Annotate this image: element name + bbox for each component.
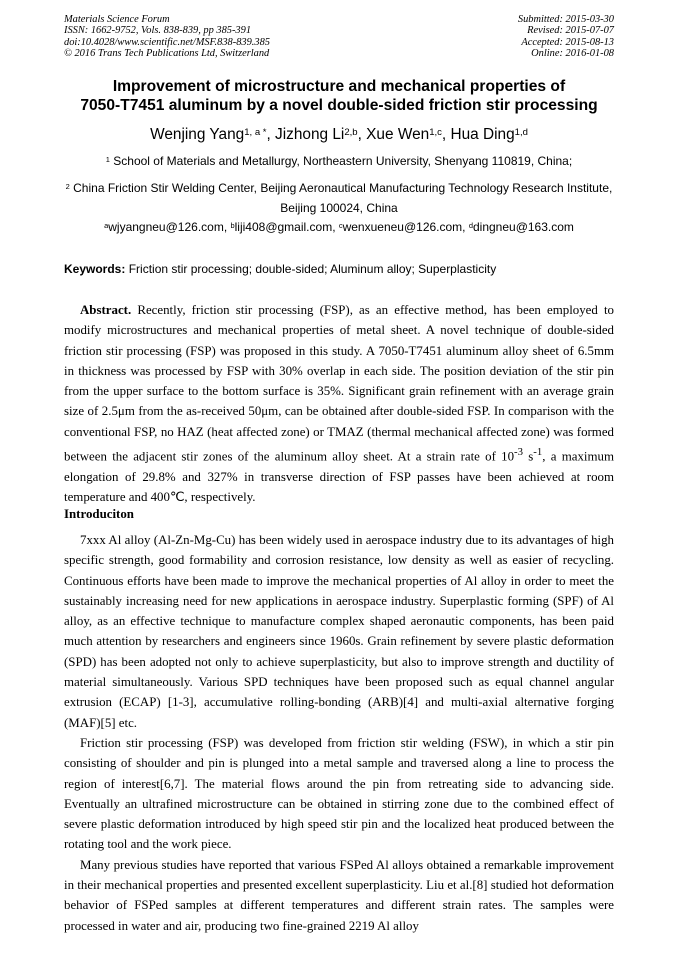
affiliation-text: China Friction Stir Welding Center, Beijing Aeronautical Manufacturing Technology Research Institute, Beijing 100024, China <box>73 181 613 215</box>
journal-info <box>64 14 270 60</box>
author-marker: 1,c <box>429 126 442 138</box>
abstract-text: s <box>523 449 534 464</box>
introduction-body <box>64 530 614 936</box>
affiliation-1 <box>60 151 618 171</box>
author-marker: 1,d <box>514 126 528 138</box>
title-line-1: Improvement of microstructure and mechanical properties of <box>112 78 566 95</box>
keywords-label: Keywords: <box>64 262 126 276</box>
email-marker: c <box>338 220 343 230</box>
author-name: Xue Wen <box>366 126 430 143</box>
email-marker: b <box>230 220 235 230</box>
publication-dates <box>518 14 614 60</box>
keywords <box>64 261 614 277</box>
accepted-date: Accepted: 2015-08-13 <box>521 36 614 48</box>
email-marker: a <box>104 220 109 230</box>
keywords-text: Friction stir processing; double-sided; Aluminum alloy; Superplasticity <box>128 262 497 276</box>
affiliation-marker: 2 <box>65 181 70 191</box>
affiliation-text: School of Materials and Metallurgy, Northeastern University, Shenyang 110819, China; <box>113 154 573 168</box>
author-name: Hua Ding <box>450 126 515 143</box>
author-marker: 2,b <box>344 126 358 138</box>
paragraph: Friction stir processing (FSP) was developed from friction stir welding (FSW), in which a stir pin consisting of shoulder and pin is plunged into a metal sample and traversed along a line to process the region of interest[6,7]. The material flows around the pin from retreating side to advancing side. Eventually an ultrafined microstructure can be obtained in stirring zone due to the combined effect of severe plastic deformation introduced by high speed stir pin and the localized heat produced between the rotating tool and the work piece. <box>64 735 614 852</box>
abstract-exponent: -3 <box>514 446 524 459</box>
abstract-text: Recently, friction stir processing (FSP), as an effective method, has been employed to modify microstructures and mechanical properties of metal sheet. A novel technique of double-sided friction stir processing (FSP) was proposed in this study. A 7050-T7451 aluminum alloy sheet of 6.5mm in thickness was processed by FSP with 30% overlap in each side. The position deviation of the stir pin from the upper surface to the bottom surface is 35%. Significant grain refinement with an average grain size of 2.5μm from the as-received 50μm, can be obtained after double-sided FSP. In comparison with the conventional FSP, no HAZ (heat affected zone) or TMAZ (thermal mechanical affected zone) was formed between the adjacent stir zones of the aluminum alloy sheet. At a strain rate of 10 <box>64 303 614 464</box>
paragraph: Many previous studies have reported that various FSPed Al alloys obtained a remarkable improvement in their mechanical properties and presented excellent superplasticity. Liu et al.[8] studied hot deformation behavior of FSPed samples at different temperatures and different strain rates. The samples were processed in water and air, producing two fine-grained 2219 Al alloy <box>64 857 614 933</box>
journal-name: Materials Science Forum <box>64 14 170 25</box>
email-address[interactable]: dingneu@163.com <box>472 220 574 234</box>
abstract-text: , a maximum elongation of 29.8% and 327% in transverse direction of FSP passes have been achieved at room temperature and 400℃, respectively. <box>64 449 614 504</box>
revised-date: Revised: 2015-07-07 <box>527 25 614 37</box>
author-list: Wenjing Yang$^{1, a *}$, Jizhong Li$^{2,b}$, Xue Wen$^{1,c}$, Hua Ding$^{1,d}$ <box>150 126 528 143</box>
paper-title <box>40 77 638 115</box>
issn-line: ISSN: 1662-9752, Vols. 838-839, pp 385-391 <box>64 25 252 37</box>
email-marker: d <box>468 220 473 230</box>
affiliation-marker: 1 <box>105 154 110 164</box>
copyright-line: © 2016 Trans Tech Publications Ltd, Switzerland <box>64 48 270 60</box>
abstract <box>64 300 614 507</box>
abstract-label: Abstract. <box>80 303 132 317</box>
email-address[interactable]: wenxueneu@126.com <box>342 220 463 234</box>
affiliation-2 <box>60 178 618 218</box>
doi-line: doi:10.4028/www.scientific.net/MSF.838-839.385 <box>64 36 270 48</box>
email-address[interactable]: liji408@gmail.com <box>234 220 333 234</box>
author-name: Wenjing Yang <box>150 126 245 143</box>
author-name: Jizhong Li <box>275 126 345 143</box>
author-marker: 1, a * <box>244 126 267 138</box>
title-line-2: 7050-T7451 aluminum by a novel double-sided friction stir processing <box>80 97 598 114</box>
section-heading: Introduciton <box>64 507 134 521</box>
abstract-exponent: -1 <box>533 446 543 459</box>
email-list: $^a$wjyangneu@126.com, $^b$liji408@gmail.com, $^c$wenxueneu@126.com, $^d$dingneu@163.com <box>104 220 574 234</box>
email-address[interactable]: wjyangneu@126.com <box>108 220 224 234</box>
online-date: Online: 2016-01-08 <box>531 48 614 60</box>
submitted-date: Submitted: 2015-03-30 <box>517 14 614 25</box>
paragraph: 7xxx Al alloy (Al-Zn-Mg-Cu) has been widely used in aerospace industry due to its advantages of high specific strength, good formability and corrosion resistance, low density as well as easier of recycling. Continuous efforts have been made to improve the mechanical properties of Al alloy in order to meet the sustainably increasing need for new applications in aerospace industry. Superplastic forming (SPF) of Al alloy, as an effective technique to manufacture complex shaped aeronautic components, has been paid much attention by researchers and engineers since 1960s. Grain refinement by severe plastic deformation (SPD) has been adopted not only to achieve superplasticity, but also to improve strength and ductility of material simultaneously. Various SPD techniques have been proposed such as equal channel angular extrusion (ECAP) [1-3], accumulative rolling-bonding (ARB)[4] and multi-axial alternative forging (MAF)[5] etc. <box>64 533 614 730</box>
